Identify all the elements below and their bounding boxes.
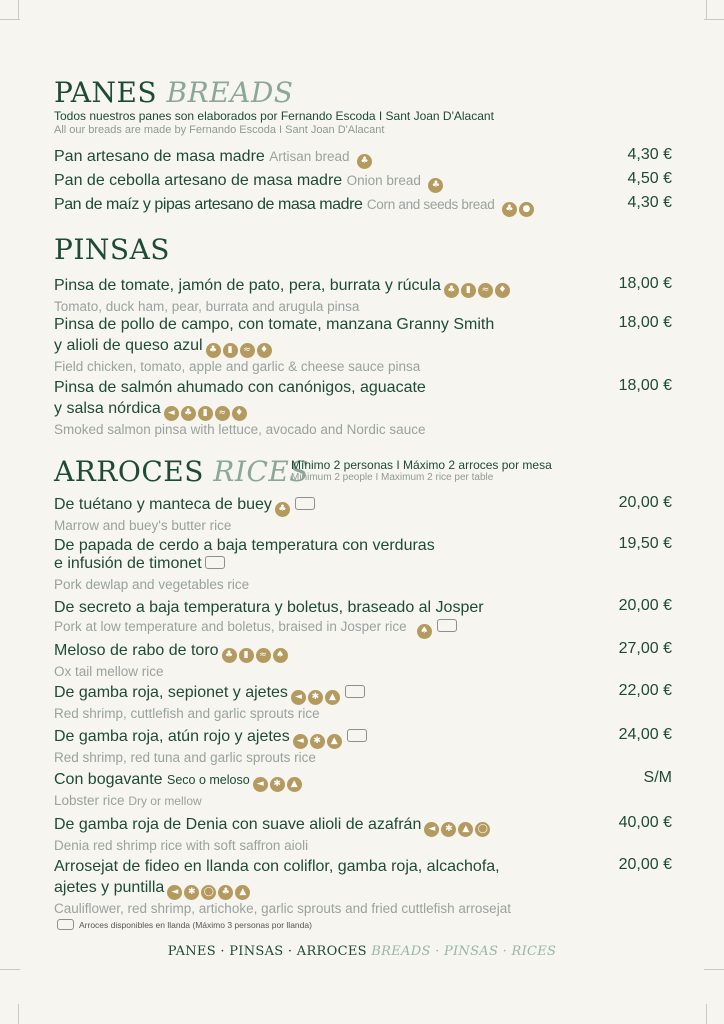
rice-item-price: 20,00 € (618, 494, 672, 511)
bread-item-price: 4,30 € (627, 146, 672, 163)
rice-item-translation: Ox tail mellow rice (54, 664, 164, 679)
wheat-icon: ♣ (357, 154, 372, 169)
crop-mark (706, 0, 707, 20)
rice-item-name: De gamba roja de Denia con suave alioli de azafrán (54, 816, 422, 833)
rice-item-translation: Lobster rice (54, 793, 125, 808)
footer-en: BREADS · PINSAS · RICES (371, 944, 557, 959)
breads-section-title (54, 76, 293, 109)
bread-item-name: Pan de cebolla artesano de masa madre (54, 172, 343, 189)
rice-item-translation: Pork dewlap and vegetables rice (54, 577, 250, 592)
footer-es: PANES · PINSAS · ARROCES (167, 944, 367, 959)
rice-item-price: 19,50 € (618, 535, 672, 552)
crop-mark (706, 1004, 707, 1024)
seeds-icon: ● (519, 202, 534, 217)
pinsa-item-price: 18,00 € (618, 275, 672, 292)
fish-icon: ◄ (167, 885, 182, 900)
mustard-icon: ♦ (232, 406, 247, 421)
wheat-icon: ♣ (222, 648, 237, 663)
breads-title-en: BREADS (166, 76, 294, 109)
rice-item-translation-extra: Dry or mellow (128, 794, 202, 808)
pinsas-section-title (54, 233, 170, 266)
crop-mark (18, 0, 19, 20)
rice-item-price: 20,00 € (618, 597, 672, 614)
mollusc-icon: ▲ (325, 690, 340, 705)
bread-item-translation: Artisan bread (269, 149, 350, 164)
rice-item-name-line1: De papada de cerdo a baja temperatura con verduras (54, 537, 435, 554)
allergen-icons (206, 337, 274, 358)
sulphite-icon: ≈ (478, 283, 493, 298)
egg-icon: ◯ (475, 822, 490, 837)
crop-mark (704, 19, 724, 20)
allergen-icons (357, 150, 374, 169)
mollusc-icon: ▲ (458, 822, 473, 837)
mollusc-icon: ▲ (327, 734, 342, 749)
paella-pan-icon (295, 497, 315, 510)
bread-item (54, 194, 672, 217)
wheat-icon: ♣ (218, 885, 233, 900)
rice-item (54, 726, 672, 767)
crop-mark (0, 19, 20, 20)
fish-icon: ◄ (291, 690, 306, 705)
pinsa-item (54, 314, 672, 376)
crop-mark (0, 969, 20, 970)
breads-note-en: All our breads are made by Fernando Escoda I Sant Joan D'Alacant (54, 124, 385, 136)
bread-item (54, 146, 672, 169)
mustard-icon: ♦ (257, 343, 272, 358)
rice-item-translation: Red shrimp, cuttlefish and garlic sprouts rice (54, 706, 320, 721)
mustard-icon: ♦ (495, 283, 510, 298)
paella-pan-icon (347, 729, 367, 742)
rice-pan-legend (57, 919, 312, 930)
pinsa-item-price: 18,00 € (618, 377, 672, 394)
rice-item-translation: Pork at low temperature and boletus, braised in Josper rice (54, 619, 407, 634)
egg-icon: ◯ (201, 885, 216, 900)
wheat-icon: ♣ (181, 406, 196, 421)
rice-item-price: 27,00 € (618, 640, 672, 657)
allergen-icons (424, 816, 492, 837)
allergen-icons (291, 684, 342, 705)
fish-icon: ◄ (293, 734, 308, 749)
pinsa-item-name: Pinsa de tomate, jamón de pato, pera, burrata y rúcula (54, 277, 441, 294)
rice-item-price: 20,00 € (618, 856, 672, 873)
rice-item-translation: Marrow and buey's butter rice (54, 518, 232, 533)
pinsas-title-es: PINSAS (54, 233, 170, 266)
rice-item-name: De secreto a baja temperatura y boletus, braseado al Josper (54, 599, 484, 616)
crustacean-icon: ✱ (441, 822, 456, 837)
rices-title-en: RICES (213, 455, 309, 488)
allergen-icons (275, 496, 292, 517)
rices-section-title (54, 455, 309, 488)
pinsa-item-name-line1: Pinsa de pollo de campo, con tomate, manzana Granny Smith (54, 316, 495, 333)
rices-title-es: ARROCES (54, 455, 204, 488)
rice-item-name: Con bogavante (54, 771, 163, 788)
rice-item-name: De gamba roja, atún rojo y ajetes (54, 728, 290, 745)
allergen-icons (293, 728, 344, 749)
pinsa-item-name-line1: Pinsa de salmón ahumado con canónigos, aguacate (54, 379, 426, 396)
crop-mark (18, 1004, 19, 1024)
rice-item-name: De gamba roja, sepionet y ajetes (54, 684, 288, 701)
rice-item (54, 856, 672, 918)
sulphite-icon: ≈ (240, 343, 255, 358)
rice-item (54, 682, 672, 723)
celery-icon: ♠ (417, 624, 432, 639)
pinsa-item-name-line2: y salsa nórdica (54, 400, 161, 417)
wheat-icon: ♣ (444, 283, 459, 298)
rice-item (54, 814, 672, 855)
rices-note-es: Mínimo 2 personas I Máximo 2 arroces por mesa (291, 458, 552, 472)
milk-icon: ▮ (198, 406, 213, 421)
mollusc-icon: ▲ (235, 885, 250, 900)
pinsa-item-translation: Smoked salmon pinsa with lettuce, avocado and Nordic sauce (54, 422, 426, 437)
allergen-icons (502, 198, 536, 217)
pinsa-item (54, 275, 672, 316)
paella-pan-icon (57, 919, 74, 930)
breads-title-es: PANES (54, 76, 158, 109)
crop-mark (704, 969, 724, 970)
allergen-icons (444, 277, 512, 298)
crustacean-icon: ✱ (270, 777, 285, 792)
bread-item-price: 4,30 € (627, 194, 672, 211)
bread-item-translation: Onion bread (346, 173, 421, 188)
celery-icon: ♠ (273, 648, 288, 663)
rice-item-price: 24,00 € (618, 726, 672, 743)
rices-note-en: Minimum 2 people I Maximum 2 rice per table (291, 472, 494, 483)
rice-item-name-line2: ajetes y puntilla (54, 879, 165, 896)
bread-item-translation: Corn and seeds bread (366, 197, 495, 212)
rice-item-translation: Cauliflower, red shrimp, artichoke, garlic sprouts and fried cuttlefish arrosejat (54, 901, 511, 916)
fish-icon: ◄ (424, 822, 439, 837)
bread-item-name: Pan de maíz y pipas artesano de masa madre (54, 196, 363, 213)
rice-item-price: 22,00 € (618, 682, 672, 699)
rice-item-price: 40,00 € (618, 814, 672, 831)
sulphite-icon: ≈ (215, 406, 230, 421)
rice-pan-legend-text: Arroces disponibles en llanda (Máximo 3 personas por llanda) (79, 920, 312, 930)
rice-item-translation: Red shrimp, red tuna and garlic sprouts rice (54, 750, 316, 765)
rice-item (54, 597, 672, 639)
allergen-icons (417, 620, 434, 639)
pinsa-item-translation: Field chicken, tomato, apple and garlic & cheese sauce pinsa (54, 359, 421, 374)
bread-item-price: 4,50 € (627, 170, 672, 187)
rice-item (54, 769, 672, 810)
rice-item-price: S/M (643, 769, 672, 786)
wheat-icon: ♣ (428, 178, 443, 193)
wheat-icon: ♣ (275, 502, 290, 517)
allergen-icons (253, 771, 304, 792)
rice-item (54, 640, 672, 681)
milk-icon: ▮ (461, 283, 476, 298)
paella-pan-icon (437, 619, 457, 632)
rice-item-name: Meloso de rabo de toro (54, 642, 219, 659)
rice-item (54, 494, 672, 535)
breads-note-es: Todos nuestros panes son elaborados por Fernando Escoda I Sant Joan D'Alacant (54, 109, 494, 123)
allergen-icons (164, 400, 249, 421)
rice-item-name-extra: Seco o meloso (166, 773, 250, 787)
rice-item-translation: Denia red shrimp rice with soft saffron aioli (54, 838, 309, 853)
paella-pan-icon (345, 685, 365, 698)
wheat-icon: ♣ (206, 343, 221, 358)
bread-item (54, 170, 672, 193)
milk-icon: ▮ (239, 648, 254, 663)
pinsa-item-translation: Tomato, duck ham, pear, burrata and arugula pinsa (54, 299, 360, 314)
milk-icon: ▮ (223, 343, 238, 358)
footer (0, 944, 724, 959)
rice-item-name: De tuétano y manteca de buey (54, 496, 272, 513)
bread-item-name: Pan artesano de masa madre (54, 148, 265, 165)
pinsa-item (54, 377, 672, 439)
allergen-icons (428, 174, 445, 193)
pinsa-item-name-line2: y alioli de queso azul (54, 337, 203, 354)
fish-icon: ◄ (164, 406, 179, 421)
crustacean-icon: ✱ (184, 885, 199, 900)
allergen-icons (167, 879, 252, 900)
fish-icon: ◄ (253, 777, 268, 792)
pinsa-item-price: 18,00 € (618, 314, 672, 331)
crustacean-icon: ✱ (310, 734, 325, 749)
rice-item-name-line1: Arrosejat de fideo en llanda con coliflor, gamba roja, alcachofa, (54, 858, 500, 875)
rice-item (54, 535, 672, 594)
sulphite-icon: ≈ (256, 648, 271, 663)
wheat-icon: ♣ (502, 202, 517, 217)
crustacean-icon: ✱ (308, 690, 323, 705)
rice-item-name-line2: e infusión de timonet (54, 555, 202, 572)
allergen-icons (222, 642, 290, 663)
mollusc-icon: ▲ (287, 777, 302, 792)
paella-pan-icon (205, 556, 225, 569)
